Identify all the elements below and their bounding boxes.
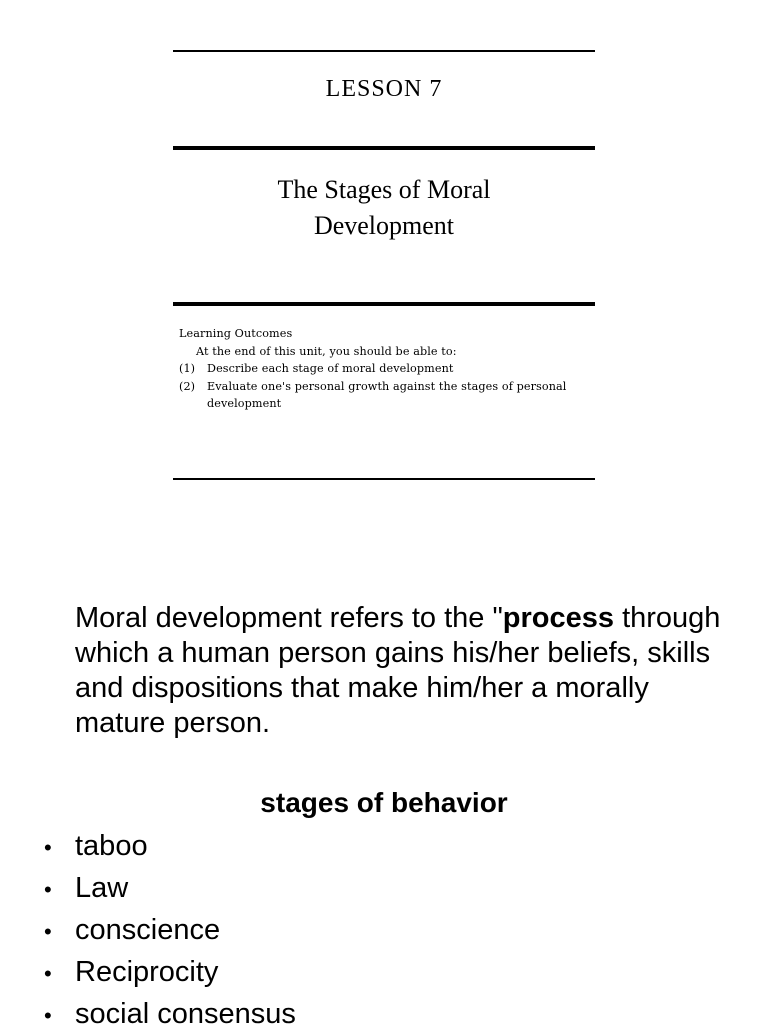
bullet-icon: • [44, 835, 52, 860]
bullet-icon: • [44, 1003, 52, 1028]
outcomes-intro: At the end of this unit, you should be able to: [196, 344, 457, 358]
outcome-item [179, 360, 589, 378]
learning-outcomes [179, 325, 589, 413]
list-item [44, 994, 296, 1036]
definition-text-start: Moral development refers to the " [75, 602, 503, 634]
list-item [44, 868, 296, 910]
bullet-icon: • [44, 877, 52, 902]
stages-heading: stages of behavior [260, 787, 508, 818]
outcomes-label: Learning Outcomes [179, 327, 293, 340]
outcome-item [179, 378, 589, 413]
outcome-number: (1) [179, 362, 196, 375]
top-rule [173, 50, 595, 52]
outcome-text: Evaluate one's personal growth against the stages of personal development [207, 379, 567, 410]
list-item-text: taboo [75, 830, 148, 862]
list-item-text: social consensus [75, 998, 296, 1030]
bullet-icon: • [44, 919, 52, 944]
list-item-text: Reciprocity [75, 956, 219, 988]
lesson-title-line-2: Development [313, 211, 455, 240]
list-item [44, 952, 296, 994]
list-item [44, 910, 296, 952]
definition-paragraph [75, 601, 735, 741]
stages-list [44, 826, 296, 1036]
title-divider [173, 302, 595, 306]
outcome-number: (2) [179, 379, 196, 393]
lesson-title [173, 172, 595, 244]
list-item-text: conscience [75, 914, 221, 946]
definition-bold-term: process [502, 602, 615, 634]
bottom-rule [173, 478, 595, 480]
bullet-icon: • [44, 961, 52, 986]
heading-divider [173, 146, 595, 150]
list-item-text: Law [75, 872, 129, 904]
lesson-heading: LESSON 7 [325, 76, 443, 102]
lesson-title-line-1: The Stages of Moral [277, 175, 491, 204]
definition-text-end: through which a human person gains his/her beliefs, skills and dispositions that make him/her a morally mature person. [75, 602, 721, 739]
list-item [44, 826, 296, 868]
outcome-text: Describe each stage of moral development [207, 362, 454, 375]
